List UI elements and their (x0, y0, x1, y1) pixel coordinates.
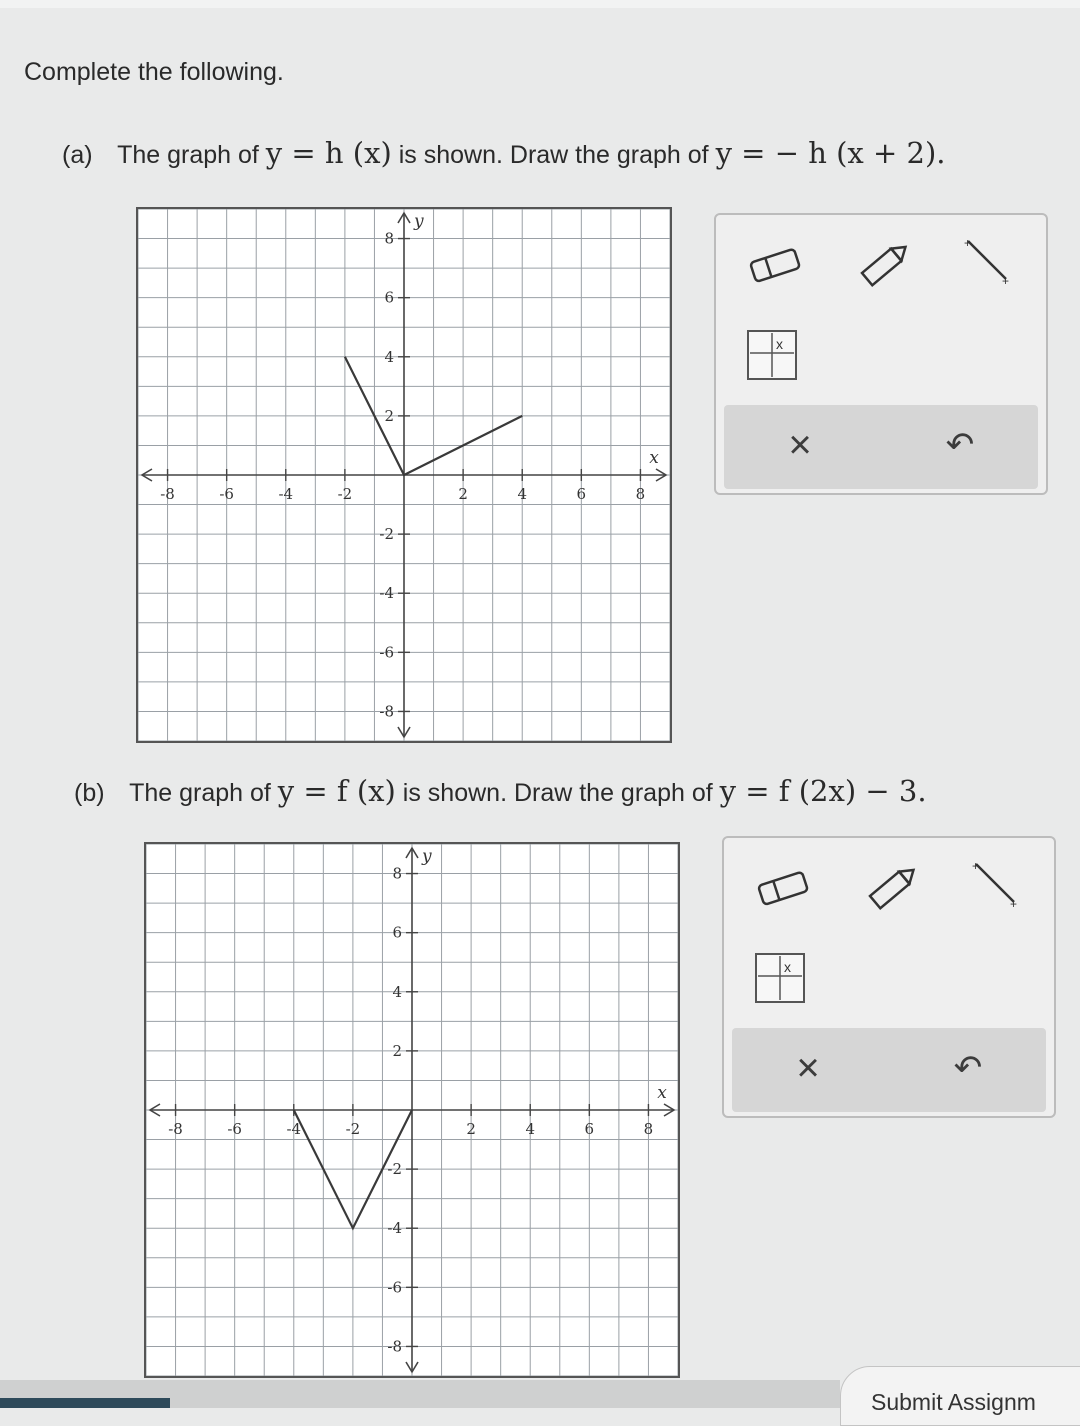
part-a-y-tick-label: -4 (379, 584, 394, 603)
part-b-x-tick-label: 8 (643, 1120, 654, 1138)
part-a-target-function: y = − h (x + 2). (715, 136, 946, 170)
part-a-x-tick-label: 4 (517, 485, 527, 503)
part-b-graph[interactable] (144, 842, 680, 1378)
part-b-y-tick-label: -2 (387, 1160, 402, 1179)
clear-button[interactable]: × (788, 423, 812, 467)
svg-text:+: + (1002, 274, 1010, 287)
eraser-icon[interactable] (754, 868, 814, 913)
part-b-given-function: y = f (x) (277, 774, 396, 808)
part-a-prompt (62, 136, 946, 170)
part-a-given-function: y = h (x) (265, 136, 392, 170)
part-b-x-tick-label: 6 (584, 1120, 595, 1138)
part-a-y-tick-label: 2 (384, 406, 394, 425)
part-a-graph-canvas[interactable] (138, 209, 670, 741)
part-b-y-tick-label: -4 (387, 1219, 402, 1238)
part-b-y-tick-label: 2 (392, 1041, 402, 1060)
instructions: Complete the following. (24, 58, 284, 86)
eraser-icon[interactable] (746, 245, 806, 290)
part-b-tools-panel (722, 836, 1056, 1118)
pencil-icon[interactable] (854, 237, 914, 298)
part-a-y-tick-label: -8 (379, 702, 394, 721)
part-b-y-tick-label: 4 (392, 982, 402, 1001)
line-segment-icon[interactable] (970, 858, 1022, 915)
part-b-x-tick-label: -6 (227, 1120, 242, 1138)
part-b-label: (b) (74, 779, 105, 807)
part-a-x-tick-label: -2 (337, 485, 353, 503)
part-b-x-tick-label: -2 (345, 1120, 361, 1138)
clear-button[interactable]: × (796, 1046, 820, 1090)
part-a-x-tick-label: 6 (576, 485, 587, 503)
svg-text:x: x (776, 336, 783, 352)
part-a-x-axis-label: x (649, 448, 659, 468)
svg-text:+: + (972, 859, 980, 873)
part-b-y-tick-label: 8 (392, 864, 402, 883)
part-b-x-tick-label: 4 (525, 1120, 535, 1138)
part-a-x-tick-label: 8 (635, 485, 646, 503)
pencil-icon[interactable] (862, 860, 922, 921)
part-b-y-tick-label: 6 (392, 923, 402, 942)
bottom-bar-accent (0, 1398, 170, 1408)
part-b-text-before: The graph of (129, 779, 271, 807)
part-a-y-tick-label: -2 (379, 525, 394, 544)
part-a-y-tick-label: 4 (384, 347, 394, 366)
svg-text:+: + (1010, 897, 1018, 910)
line-segment-icon[interactable] (962, 235, 1014, 292)
part-b-x-tick-label: -8 (168, 1120, 183, 1138)
part-b-action-bar (732, 1028, 1046, 1112)
part-a-graph[interactable] (136, 207, 672, 743)
part-a-y-tick-label: 8 (384, 229, 394, 248)
part-b-x-tick-label: -4 (286, 1120, 302, 1138)
bottom-bar (0, 1380, 840, 1408)
part-b-y-tick-label: -8 (387, 1337, 402, 1356)
part-a-x-tick-label: -4 (278, 485, 294, 503)
part-a-x-tick-label: -6 (219, 485, 234, 503)
part-b-y-tick-label: -6 (387, 1278, 402, 1297)
part-a-action-bar (724, 405, 1038, 489)
graph-grid-icon[interactable] (746, 329, 798, 386)
part-b-text-middle: is shown. Draw the graph of (402, 779, 713, 807)
undo-button[interactable]: ↶ (945, 426, 975, 464)
submit-assignment-button[interactable]: Submit Assignm (840, 1366, 1080, 1426)
part-b-prompt (74, 774, 927, 808)
part-a-y-tick-label: -6 (379, 643, 394, 662)
part-a-y-tick-label: 6 (384, 288, 394, 307)
top-band (0, 0, 1080, 8)
part-a-x-tick-label: 2 (458, 485, 468, 503)
part-b-x-axis-label: x (657, 1083, 667, 1103)
part-a-x-tick-label: -8 (160, 485, 175, 503)
part-a-label: (a) (62, 141, 93, 169)
part-a-text-before: The graph of (117, 141, 259, 169)
part-a-text-middle: is shown. Draw the graph of (398, 141, 709, 169)
svg-text:+: + (964, 236, 972, 250)
part-a-y-axis-label: y (414, 211, 424, 232)
svg-text:x: x (784, 959, 791, 975)
part-b-graph-canvas[interactable] (146, 844, 678, 1376)
undo-button[interactable]: ↶ (953, 1049, 983, 1087)
part-a-tools-panel (714, 213, 1048, 495)
graph-grid-icon[interactable] (754, 952, 806, 1009)
part-b-x-tick-label: 2 (466, 1120, 476, 1138)
part-b-y-axis-label: y (422, 846, 432, 867)
part-b-target-function: y = f (2x) − 3. (719, 774, 927, 808)
